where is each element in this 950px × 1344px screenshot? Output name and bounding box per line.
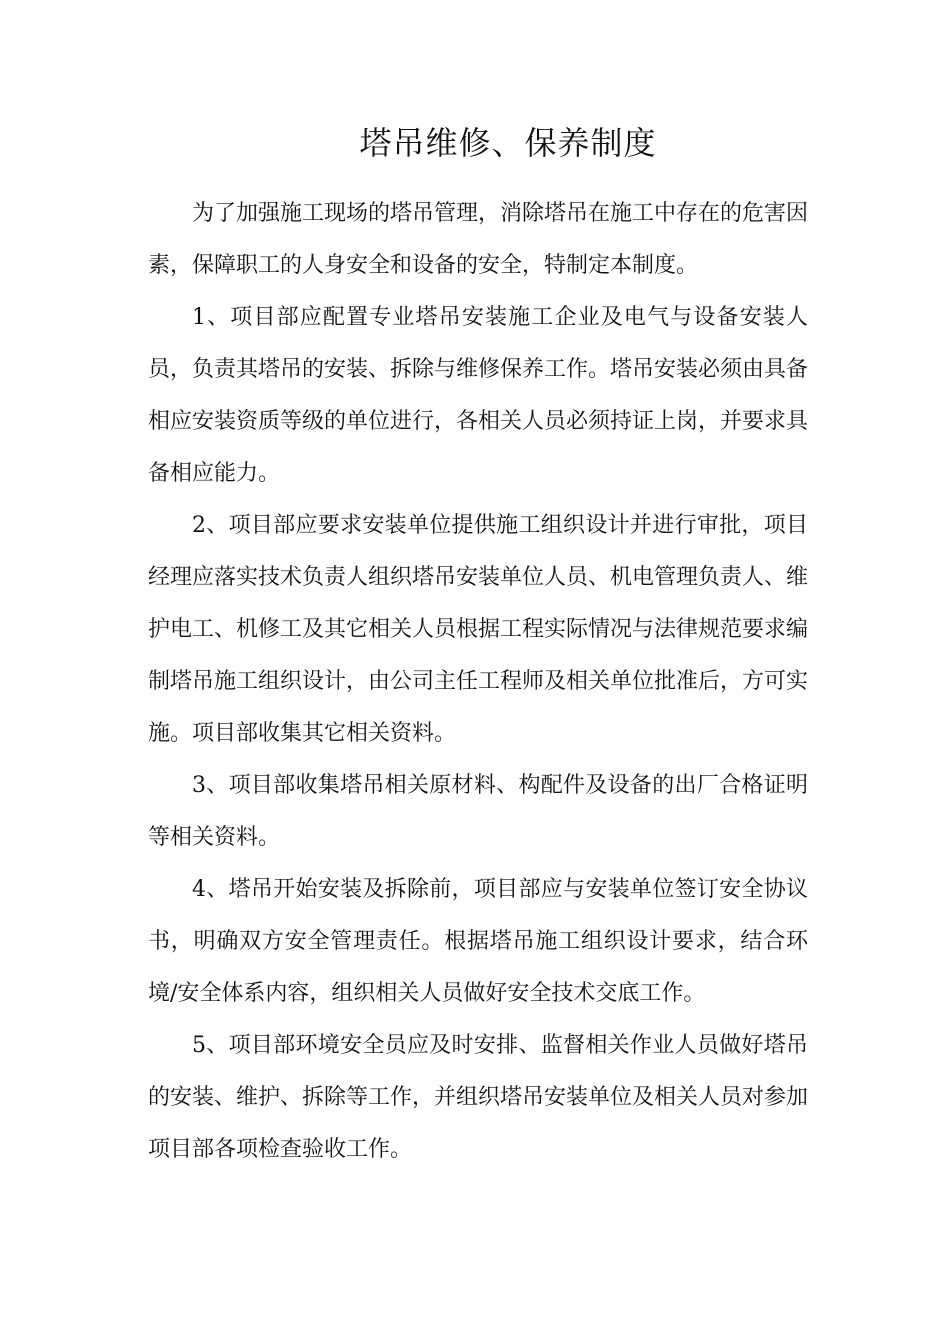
- intro-paragraph: 为了加强施工现场的塔吊管理，消除塔吊在施工中存在的危害因素，保障职工的人身安全和设备的安全，特制定本制度。: [148, 201, 809, 278]
- clause-4-paragraph: 4、塔吊开始安装及拆除前，项目部应与安装单位签订安全协议书，明确双方安全管理责任。根据塔吊施工组织设计要求，结合环境/安全体系内容，组织相关人员做好安全技术交底工作。: [148, 877, 808, 1006]
- clause-5-paragraph: 5、项目部环境安全员应及时安排、监督相关作业人员做好塔吊的安装、维护、拆除等工作，并组织塔吊安装单位及相关人员对参加项目部各项检查验收工作。: [148, 1033, 809, 1162]
- clause-1-paragraph: 1、项目部应配置专业塔吊安装施工企业及电气与设备安装人员，负责其塔吊的安装、拆除与维修保养工作。塔吊安装必须由具备相应安装资质等级的单位进行，各相关人员必须持证上岗，并要求具备相应能力。: [148, 305, 809, 486]
- clause-2-paragraph: 2、项目部应要求安装单位提供施工组织设计并进行审批，项目经理应落实技术负责人组织塔吊安装单位人员、机电管理负责人、维护电工、机修工及其它相关人员根据工程实际情况与法律规范要求编制塔吊施工组织设计，由公司主任工程师及相关单位批准后，方可实施。项目部收集其它相关资料。: [148, 513, 809, 746]
- clause-3-paragraph: 3、项目部收集塔吊相关原材料、构配件及设备的出厂合格证明等相关资料。: [148, 773, 808, 850]
- document-body: [148, 188, 808, 1176]
- document-title: 塔吊维修、保养制度: [359, 124, 657, 162]
